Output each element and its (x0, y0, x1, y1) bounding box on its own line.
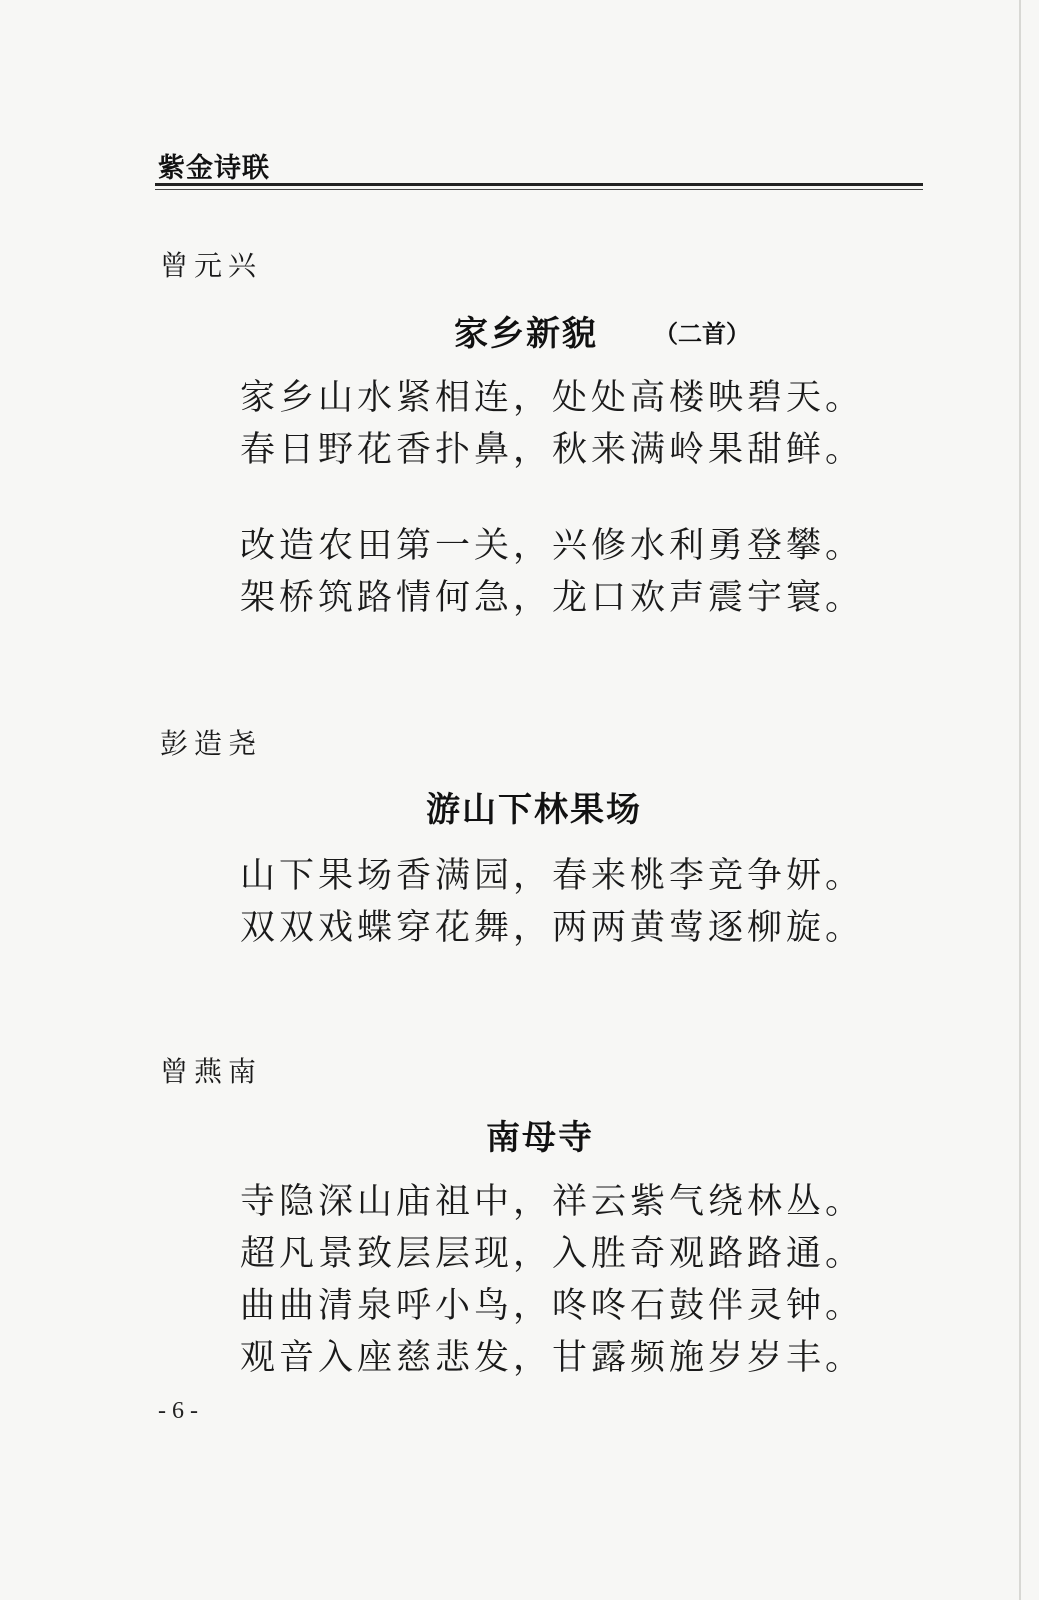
header-rule (155, 183, 923, 186)
poem-author: 曾燕南 (160, 1055, 263, 1088)
poem-author: 彭造尧 (160, 727, 263, 760)
page-edge (1019, 0, 1021, 1600)
poem-line: 家乡山水紧相连，处处高楼映碧天。 (240, 378, 865, 418)
poem-line: 寺隐深山庙祖中，祥云紫气绕林丛。 (240, 1182, 865, 1222)
poem-title: 游山下林果场 (426, 790, 642, 830)
poem-line: 改造农田第一关，兴修水利勇登攀。 (240, 526, 865, 566)
poem-line: 观音入座慈悲发，甘露频施岁岁丰。 (240, 1338, 865, 1378)
header-rule-thin (155, 189, 923, 190)
poem-line: 春日野花香扑鼻，秋来满岭果甜鲜。 (240, 430, 865, 470)
poem-line: 曲曲清泉呼小鸟，咚咚石鼓伴灵钟。 (240, 1286, 865, 1326)
poem-title: 南母寺 (486, 1118, 594, 1158)
poem-line: 双双戏蝶穿花舞，两两黄莺逐柳旋。 (240, 908, 865, 948)
poem-title: 家乡新貌 (454, 314, 598, 354)
poem-line: 架桥筑路情何急，龙口欢声震宇寰。 (240, 578, 865, 618)
running-header-title: 紫金诗联 (158, 153, 270, 184)
poem-line: 超凡景致层层现，入胜奇观路路通。 (240, 1234, 865, 1274)
poem-subtitle: （二首） (654, 320, 750, 348)
poem-line: 山下果场香满园，春来桃李竞争妍。 (240, 856, 865, 896)
page-number: - 6 - (158, 1398, 198, 1424)
poem-author: 曾元兴 (160, 249, 263, 282)
